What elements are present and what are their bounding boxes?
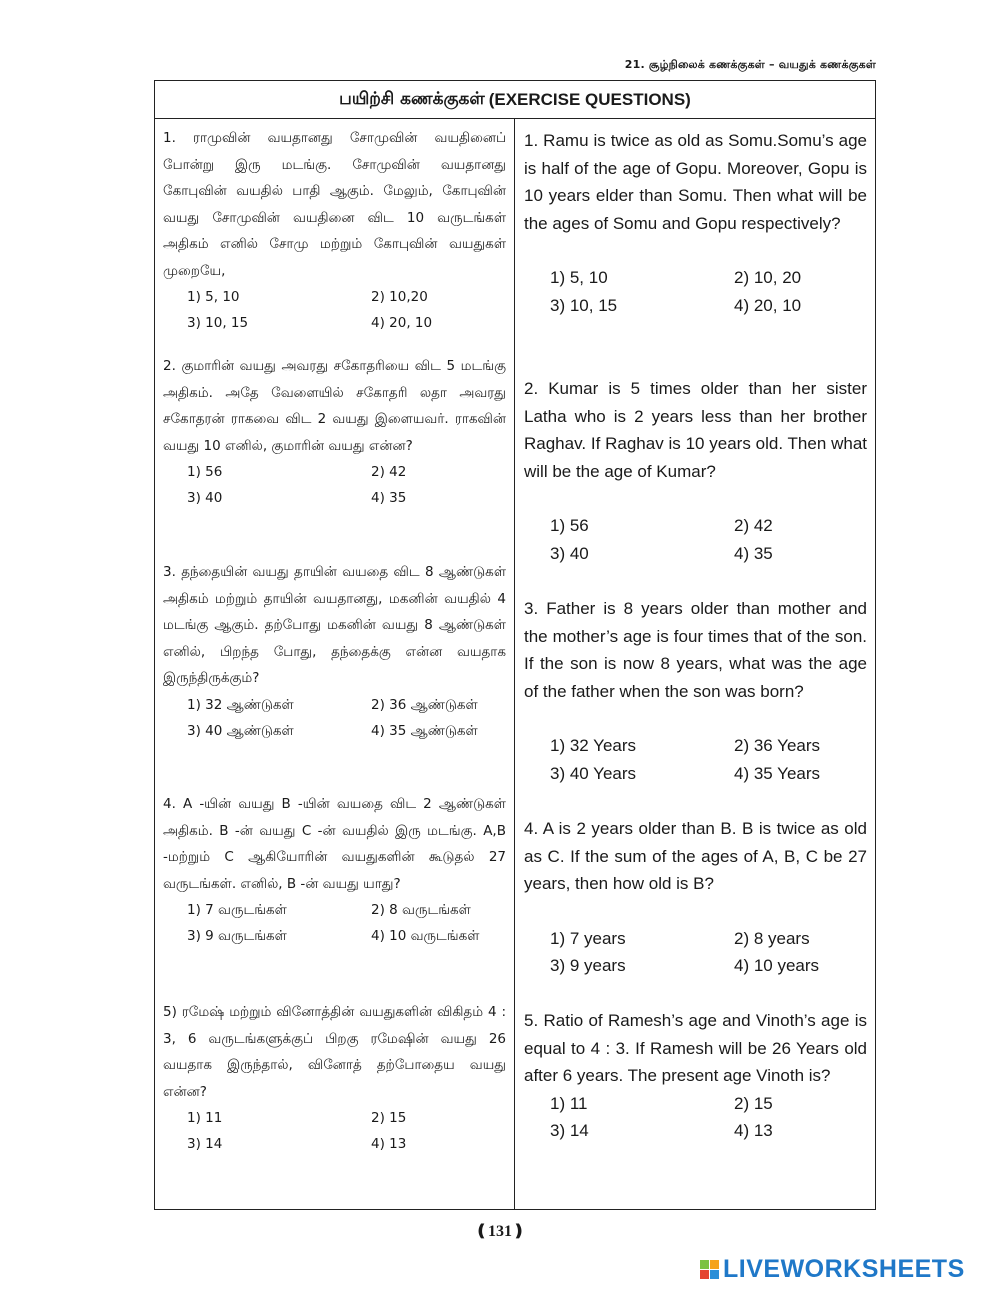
question-text: 5) ரமேஷ் மற்றும் வினோத்தின் வயதுகளின் விகிதம் 4 : 3, 6 வருடங்களுக்குப் பிறகு ரமேஷின் வயது 26 வயதாக இருந்தால், வினோத் தற்போதைய வயது என்ன? xyxy=(163,1004,506,1100)
option[interactable]: 2) 36 Years xyxy=(734,736,821,755)
option[interactable]: 2) 10,20 xyxy=(371,289,428,305)
option[interactable]: 1) 7 years xyxy=(550,928,626,948)
options xyxy=(550,264,870,319)
options xyxy=(187,897,507,949)
option[interactable]: 3) 40 xyxy=(187,490,223,506)
tamil-question-1 xyxy=(163,125,506,336)
option[interactable]: 1) 32 ஆண்டுகள் xyxy=(187,696,294,713)
option[interactable]: 1) 5, 10 xyxy=(187,289,240,305)
tamil-question-4 xyxy=(163,791,506,949)
option[interactable]: 3) 40 Years xyxy=(550,763,637,783)
english-question-3 xyxy=(524,595,867,787)
option[interactable]: 2) 36 ஆண்டுகள் xyxy=(371,696,478,713)
option[interactable]: 2) 42 xyxy=(371,464,407,480)
option[interactable]: 4) 35 Years xyxy=(734,763,821,783)
option[interactable]: 4) 10 வருடங்கள் xyxy=(371,928,480,944)
option[interactable]: 4) 35 xyxy=(734,543,773,563)
option[interactable]: 4) 35 xyxy=(371,490,407,506)
option[interactable]: 4) 35 ஆண்டுகள் xyxy=(371,722,478,739)
option[interactable]: 4) 20, 10 xyxy=(734,295,802,315)
option[interactable]: 2) 15 xyxy=(734,1093,773,1113)
option[interactable]: 4) 13 xyxy=(371,1136,407,1152)
option[interactable]: 3) 10, 15 xyxy=(550,295,618,315)
options xyxy=(550,732,870,787)
question-text: 5. Ratio of Ramesh’s age and Vinoth’s age is equal to 4 : 3. If Ramesh will be 26 Years old after 6 years. The present age Vinoth is? xyxy=(524,1011,867,1085)
option[interactable]: 2) 8 years xyxy=(734,928,810,948)
option[interactable]: 2) 42 xyxy=(734,516,773,535)
question-text: 3. தந்தையின் வயது தாயின் வயதை விட 8 ஆண்டுகள் அதிகம் மற்றும் தாயின் வயதானது, மகனின் வயதில் 4 மடங்கு ஆகும். தற்போது மகனின் வயது 8 ஆண்டுகள் எனில், பிறந்த போது, தந்தைக்கு என்ன வயதாக இருந்திருக்கும்? xyxy=(163,564,506,686)
option[interactable]: 2) 10, 20 xyxy=(734,268,802,287)
options xyxy=(187,692,507,744)
logo-text: LIVEWORKSHEETS xyxy=(723,1254,965,1283)
english-question-1 xyxy=(524,127,867,319)
options xyxy=(187,459,507,511)
option[interactable]: 3) 9 வருடங்கள் xyxy=(187,928,287,944)
tamil-question-2 xyxy=(163,353,506,511)
option[interactable]: 1) 11 xyxy=(187,1110,223,1126)
option[interactable]: 1) 11 xyxy=(550,1093,588,1113)
options xyxy=(550,512,870,567)
question-text: 3. Father is 8 years older than mother and the mother’s age is four times that of the son. If the son is now 8 years, what was the age of the father when the son was born? xyxy=(524,599,867,701)
liveworksheets-logo[interactable] xyxy=(700,1256,965,1282)
english-question-4 xyxy=(524,815,867,980)
options xyxy=(187,1105,507,1157)
option[interactable]: 3) 40 ஆண்டுகள் xyxy=(187,722,294,739)
option[interactable]: 1) 56 xyxy=(550,516,589,535)
option[interactable]: 4) 20, 10 xyxy=(371,315,433,331)
option[interactable]: 1) 7 வருடங்கள் xyxy=(187,902,287,918)
options xyxy=(550,925,870,980)
options xyxy=(187,284,507,336)
option[interactable]: 1) 56 xyxy=(187,464,223,480)
page-number: ❪131❫ xyxy=(474,1223,526,1240)
question-text: 4. A is 2 years older than B. B is twice as old as C. If the sum of the ages of A, B, C be 27 years, then how old is B? xyxy=(524,819,867,893)
options xyxy=(550,1090,870,1145)
column-divider xyxy=(514,119,515,1209)
question-text: 4. A -யின் வயது B -யின் வயதை விட 2 ஆண்டுகள் அதிகம். B -ன் வயது C -ன் வயதில் இரு மடங்கு. A,B -மற்றும் C ஆகியோரின் வயதுகளின் கூடுதல் 27 வருடங்கள். எனில், B -ன் வயது யாது? xyxy=(163,796,506,892)
option[interactable]: 3) 9 years xyxy=(550,956,626,975)
option[interactable]: 4) 10 years xyxy=(734,956,820,975)
question-text: 2. குமாரின் வயது அவரது சகோதரியை விட 5 மடங்கு அதிகம். அதே வேளையில் சகோதரி லதா அவரது சகோதரன் ராகவை விட 2 வயது இளையவர். ராகவின் வயது 10 எனில், குமாரின் வயது என்ன? xyxy=(163,358,506,454)
option[interactable]: 1) 32 Years xyxy=(550,736,637,755)
title-english: (EXERCISE QUESTIONS) xyxy=(488,89,691,109)
option[interactable]: 4) 13 xyxy=(734,1121,773,1140)
option[interactable]: 3) 10, 15 xyxy=(187,315,249,331)
option[interactable]: 3) 14 xyxy=(550,1121,589,1140)
option[interactable]: 1) 5, 10 xyxy=(550,268,608,287)
option[interactable]: 2) 15 xyxy=(371,1110,407,1126)
option[interactable]: 2) 8 வருடங்கள் xyxy=(371,902,471,918)
exercise-title xyxy=(155,81,875,119)
question-text: 2. Kumar is 5 times older than her sister Latha who is 2 years less than her brother Raghav. If Raghav is 10 years old. Then what will be the age of Kumar? xyxy=(524,379,867,481)
english-question-2 xyxy=(524,375,867,567)
option[interactable]: 3) 40 xyxy=(550,543,589,563)
exercise-frame xyxy=(154,80,876,1210)
english-question-5 xyxy=(524,1007,867,1145)
tamil-question-3 xyxy=(163,559,506,744)
title-tamil: பயிற்சி கணக்குகள் xyxy=(339,88,485,109)
logo-blocks-icon xyxy=(700,1260,719,1279)
chapter-header: 21. சூழ்நிலைக் கணக்குகள் – வயதுக் கணக்குகள் xyxy=(624,58,876,71)
option[interactable]: 3) 14 xyxy=(187,1136,223,1152)
question-text: 1. ராமுவின் வயதானது சோமுவின் வயதினைப் போன்று இரு மடங்கு. சோமுவின் வயதானது கோபுவின் வயதில் பாதி ஆகும். மேலும், கோபுவின் வயது சோமுவின் வயதினை விட 10 வருடங்கள் அதிகம் எனில் சோமு மற்றும் கோபுவின் வயதுகள் முறையே, xyxy=(163,130,506,279)
tamil-question-5 xyxy=(163,999,506,1157)
question-text: 1. Ramu is twice as old as Somu.Somu’s age is half of the age of Gopu. Moreover, Gopu is 10 years elder than Somu. Then what will be the ages of Somu and Gopu respectively? xyxy=(524,131,867,233)
